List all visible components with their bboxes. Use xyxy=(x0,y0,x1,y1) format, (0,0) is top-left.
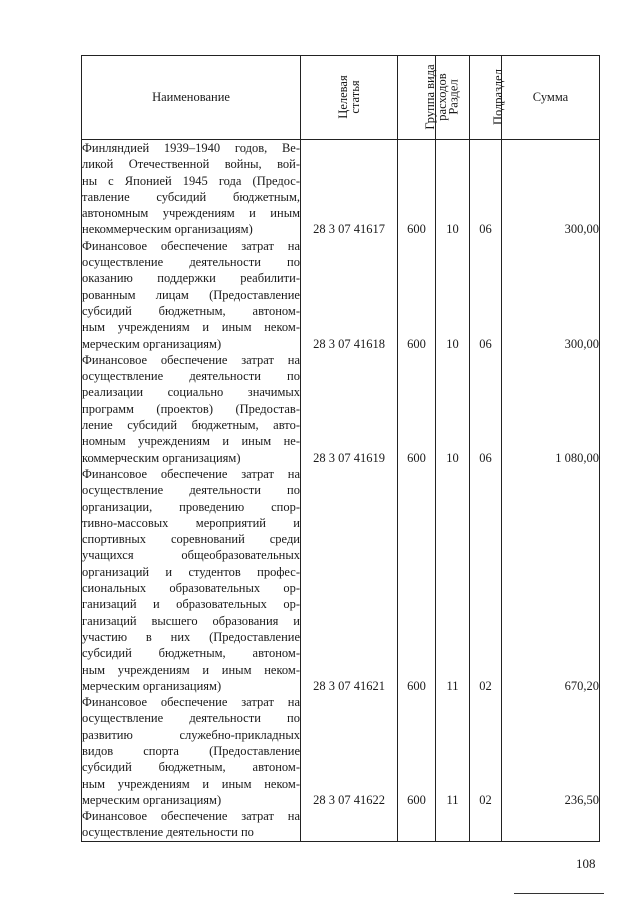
row-subsection: 06 xyxy=(470,238,502,352)
row-expense-group: 600 xyxy=(398,352,436,466)
row-name-line: коммерческим организациям) xyxy=(82,450,241,465)
row-name-line: мерческим организациям) xyxy=(82,792,222,807)
row-name xyxy=(82,694,301,808)
row-sum: 300,00 xyxy=(502,140,600,238)
row-name-line: субсидий бюджетным, автоном- xyxy=(82,760,300,775)
row-name-line: автономным учреждениям и иным xyxy=(82,206,300,221)
row-sum: 670,20 xyxy=(502,466,600,694)
row-target-article: 28 3 07 41618 xyxy=(301,238,398,352)
budget-table xyxy=(81,55,600,842)
table-row xyxy=(82,238,600,352)
row-name-line: спортивных соревнований среди xyxy=(82,532,300,547)
header-section: Раздел xyxy=(436,56,470,140)
row-sum: 300,00 xyxy=(502,238,600,352)
row-name-line: реализации социально значимых xyxy=(82,385,300,400)
page-number: 108 xyxy=(576,856,596,871)
row-section: 11 xyxy=(436,466,470,694)
header-name: Наименование xyxy=(82,56,301,140)
row-name-line: тавление субсидий бюджетным, xyxy=(82,189,300,204)
row-name-line: осуществление деятельности по xyxy=(82,255,300,270)
row-name-line: мерческим организациям) xyxy=(82,678,222,693)
row-sum: 236,50 xyxy=(502,694,600,808)
table-row xyxy=(82,352,600,466)
header-sum: Сумма xyxy=(502,56,600,140)
row-section: 10 xyxy=(436,140,470,238)
row-name-line: сиональных образовательных ор- xyxy=(82,581,300,596)
row-sum: 1 080,00 xyxy=(502,352,600,466)
row-name-line: некоммерческим организациям) xyxy=(82,222,253,237)
row-name-line: Финансовое обеспечение затрат на xyxy=(82,352,300,367)
row-name-line: ным учреждениям и иным неком- xyxy=(82,320,300,335)
row-expense-group: 600 xyxy=(398,238,436,352)
row-name-line: ление субсидий бюджетным, авто- xyxy=(82,418,300,433)
row-section: 10 xyxy=(436,238,470,352)
row-name-line: номным учреждениям и иным не- xyxy=(82,434,300,449)
row-name-line: ганизаций и образовательных ор- xyxy=(82,597,300,612)
row-name-line: осуществление деятельности по xyxy=(82,369,300,384)
row-target-article: 28 3 07 41622 xyxy=(301,694,398,808)
row-name-line: осуществление деятельности по xyxy=(82,711,300,726)
row-name xyxy=(82,140,301,238)
row-name-line: Финляндией 1939–1940 годов, Ве- xyxy=(82,141,300,155)
row-name-line: субсидий бюджетным, автоном- xyxy=(82,646,300,661)
row-target-article xyxy=(301,808,398,841)
table-header-row xyxy=(82,56,600,140)
row-name-line: Финансовое обеспечение затрат на xyxy=(82,238,300,253)
row-expense-group: 600 xyxy=(398,466,436,694)
row-name-line: субсидий бюджетным, автоном- xyxy=(82,303,300,318)
row-name-line: программ (проектов) (Предостав- xyxy=(82,401,300,416)
row-name-line: ны с Японией 1945 года (Предос- xyxy=(82,173,300,188)
row-subsection: 02 xyxy=(470,694,502,808)
row-name-line: участию в них (Предоставление xyxy=(82,629,300,644)
row-name-line: Финансовое обеспечение затрат на xyxy=(82,466,300,481)
row-subsection xyxy=(470,808,502,841)
row-name xyxy=(82,352,301,466)
row-name-line: осуществление деятельности по xyxy=(82,825,254,840)
row-sum xyxy=(502,808,600,841)
table-row xyxy=(82,694,600,808)
row-name xyxy=(82,808,301,841)
row-name-line: ликой Отечественной войны, вой- xyxy=(82,157,300,172)
header-target-article: Целевая статья xyxy=(301,56,398,140)
row-name-line: развитию служебно-прикладных xyxy=(82,727,300,742)
row-name-line: ганизаций высшего образования и xyxy=(82,613,300,628)
row-name-line: оказанию поддержки реабилити- xyxy=(82,271,300,286)
table-row xyxy=(82,466,600,694)
header-subsection: Подраздел xyxy=(470,56,502,140)
table-row xyxy=(82,140,600,238)
row-subsection: 06 xyxy=(470,140,502,238)
row-name-line: Финансовое обеспечение затрат на xyxy=(82,695,300,710)
row-name-line: учащихся общеобразовательных xyxy=(82,548,300,563)
row-name-line: рованным лицам (Предоставление xyxy=(82,287,300,302)
row-section xyxy=(436,808,470,841)
row-target-article: 28 3 07 41617 xyxy=(301,140,398,238)
row-section: 10 xyxy=(436,352,470,466)
header-expense-group: Группа вида расходов xyxy=(398,56,436,140)
row-target-article: 28 3 07 41619 xyxy=(301,352,398,466)
row-expense-group xyxy=(398,808,436,841)
row-name-line: осуществление деятельности по xyxy=(82,483,300,498)
table-row xyxy=(82,808,600,841)
row-name-line: организации, проведению спор- xyxy=(82,499,300,514)
row-name-line: организаций и студентов профес- xyxy=(82,564,300,579)
row-subsection: 02 xyxy=(470,466,502,694)
row-target-article: 28 3 07 41621 xyxy=(301,466,398,694)
row-name-line: ным учреждениям и иным неком- xyxy=(82,776,300,791)
row-name-line: мерческим организациям) xyxy=(82,336,222,351)
row-subsection: 06 xyxy=(470,352,502,466)
row-name-line: Финансовое обеспечение затрат на xyxy=(82,809,300,824)
row-name-line: видов спорта (Предоставление xyxy=(82,743,300,758)
row-expense-group: 600 xyxy=(398,140,436,238)
row-name xyxy=(82,466,301,694)
row-name-line: ным учреждениям и иным неком- xyxy=(82,662,300,677)
row-section: 11 xyxy=(436,694,470,808)
row-name-line: тивно-массовых мероприятий и xyxy=(82,515,300,530)
bottom-rule xyxy=(514,893,604,894)
row-expense-group: 600 xyxy=(398,694,436,808)
row-name xyxy=(82,238,301,352)
